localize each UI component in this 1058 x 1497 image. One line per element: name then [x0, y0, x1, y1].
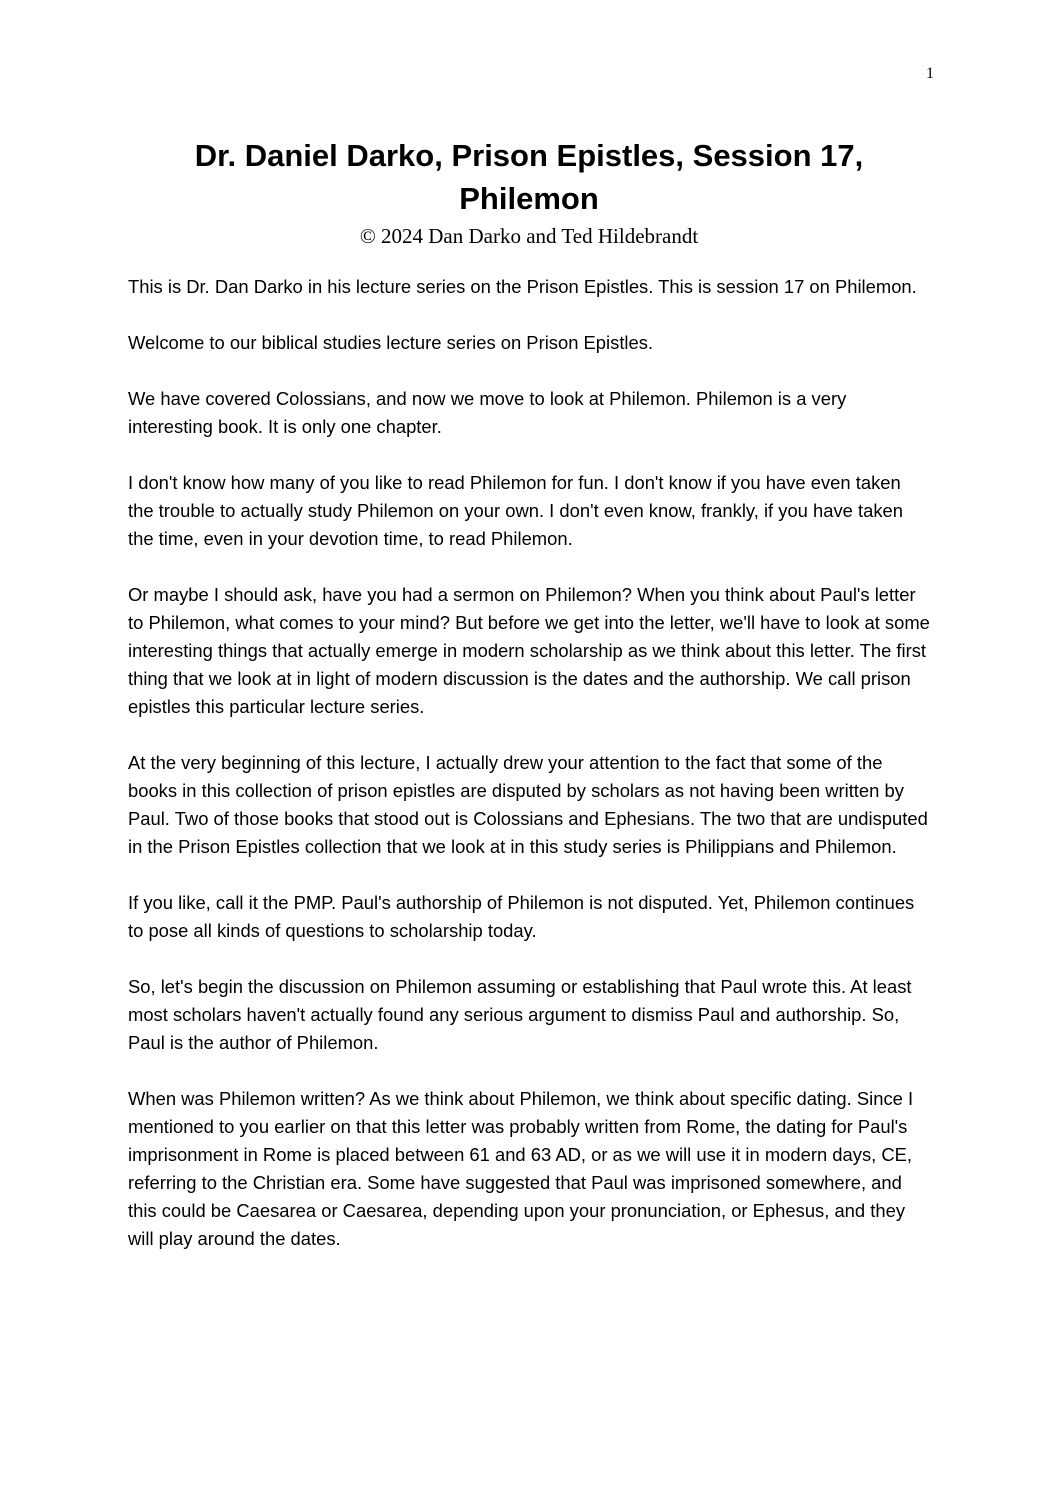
- paragraph: So, let's begin the discussion on Philemon assuming or establishing that Paul wrote this. At least most scholars haven't actually found any serious argument to dismiss Paul and authorship. So, Paul is the author of Philemon.: [128, 976, 912, 1053]
- copyright-line: © 2024 Dan Darko and Ted Hildebrandt: [359, 224, 699, 248]
- page-number: 1: [926, 65, 934, 82]
- paragraph: At the very beginning of this lecture, I actually drew your attention to the fact that some of the books in this collection of prison epistles are disputed by scholars as not having been written by Paul. Two of those books that stood out is Colossians and Ephesians. The two that are undisputed in the Prison Epistles collection that we look at in this study series is Philippians and Philemon.: [128, 752, 928, 857]
- paragraph: Or maybe I should ask, have you had a sermon on Philemon? When you think about Paul's letter to Philemon, what comes to your mind? But before we get into the letter, we'll have to look at some interesting things that actually emerge in modern scholarship as we think about this letter. The first thing that we look at in light of modern discussion is the dates and the authorship. We call prison epistles this particular lecture series.: [128, 584, 930, 717]
- paragraph: If you like, call it the PMP. Paul's authorship of Philemon is not disputed. Yet, Philemon continues to pose all kinds of questions to scholarship today.: [128, 892, 915, 941]
- paragraph: Welcome to our biblical studies lecture series on Prison Epistles.: [128, 332, 654, 353]
- document-body: [128, 273, 930, 1281]
- paragraph: When was Philemon written? As we think about Philemon, we think about specific dating. Since I mentioned to you earlier on that this letter was probably written from Rome, the dating for Paul's imprisonment in Rome is placed between 61 and 63 AD, or as we will use it in modern days, CE, referring to the Christian era. Some have suggested that Paul was imprisoned somewhere, and this could be Caesarea or Caesarea, depending upon your pronunciation, or Ephesus, and they will play around the dates.: [128, 1088, 914, 1249]
- document-title: Dr. Daniel Darko, Prison Epistles, Session 17, Philemon: [194, 138, 864, 216]
- paragraph: This is Dr. Dan Darko in his lecture series on the Prison Epistles. This is session 17 on Philemon.: [128, 276, 917, 297]
- paragraph: I don't know how many of you like to read Philemon for fun. I don't know if you have even taken the trouble to actually study Philemon on your own. I don't even know, frankly, if you have taken the time, even in your devotion time, to read Philemon.: [128, 472, 904, 549]
- paragraph: We have covered Colossians, and now we move to look at Philemon. Philemon is a very interesting book. It is only one chapter.: [128, 388, 847, 437]
